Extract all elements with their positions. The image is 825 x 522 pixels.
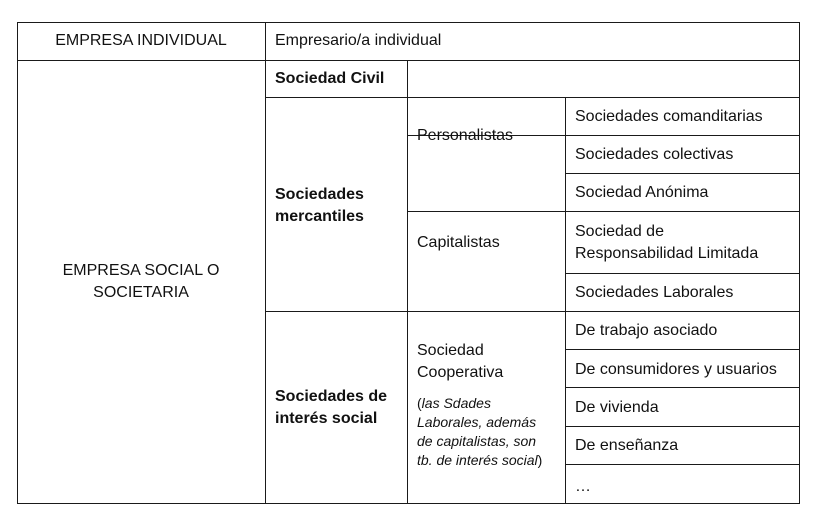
table-border-top — [17, 22, 800, 23]
table-border-right — [799, 22, 800, 504]
row-divider — [565, 464, 800, 465]
personalistas-label: Personalistas — [417, 127, 514, 144]
empresa-social-label-line2: SOCIETARIA — [93, 284, 189, 301]
colectivas-item: Sociedades colectivas — [575, 146, 734, 163]
comanditarias-item: Sociedades comanditarias — [575, 108, 763, 125]
row-divider — [565, 387, 800, 388]
column-divider — [565, 97, 566, 504]
empresa-individual-label: EMPRESA INDIVIDUAL — [55, 32, 227, 49]
cooperativa-label — [417, 340, 562, 384]
row-divider — [17, 60, 800, 61]
table-border-bottom — [17, 503, 800, 504]
interes-social-label-line2: interés social — [275, 410, 378, 427]
srl-item — [575, 221, 797, 265]
classification-table — [17, 22, 800, 504]
row-divider — [565, 426, 800, 427]
empresa-social-label — [17, 260, 265, 304]
laborales-item: Sociedades Laborales — [575, 284, 734, 301]
trabajo-asociado-item: De trabajo asociado — [575, 322, 718, 339]
consumidores-item: De consumidores y usuarios — [575, 361, 777, 378]
capitalistas-label: Capitalistas — [417, 234, 500, 251]
note-close-paren: ) — [537, 452, 543, 468]
sociedad-civil-label: Sociedad Civil — [275, 70, 385, 87]
note-line1: las Sdades — [421, 395, 491, 411]
ensenanza-item: De enseñanza — [575, 437, 679, 454]
vivienda-item: De vivienda — [575, 399, 659, 416]
interes-social-label — [275, 386, 405, 430]
row-divider — [265, 311, 800, 312]
mercantiles-label — [275, 184, 405, 228]
cooperativa-label-line1: Sociedad — [417, 342, 484, 359]
row-divider — [265, 97, 800, 98]
column-divider — [407, 60, 408, 504]
empresa-social-label-line1: EMPRESA SOCIAL O — [62, 262, 220, 279]
anonima-item: Sociedad Anónima — [575, 184, 709, 201]
row-divider — [565, 173, 800, 174]
row-divider — [407, 211, 800, 212]
empresa-individual-desc: Empresario/a individual — [275, 32, 442, 49]
note-line2: Laborales, además — [417, 414, 537, 430]
note-line4: tb. de interés social — [417, 452, 538, 468]
mercantiles-label-line2: mercantiles — [275, 208, 364, 225]
srl-item-line1: Sociedad de — [575, 223, 664, 240]
note-open-paren: ( — [417, 395, 422, 411]
ellipsis-item: … — [575, 478, 591, 495]
column-divider — [265, 22, 266, 504]
cooperativa-label-line2: Cooperativa — [417, 364, 504, 381]
note-line3: de capitalistas, son — [417, 433, 537, 449]
srl-item-line2: Responsabilidad Limitada — [575, 245, 759, 262]
row-divider — [565, 349, 800, 350]
cooperativa-note — [417, 394, 564, 470]
row-divider — [565, 273, 800, 274]
interes-social-label-line1: Sociedades de — [275, 388, 388, 405]
mercantiles-label-line1: Sociedades — [275, 186, 364, 203]
